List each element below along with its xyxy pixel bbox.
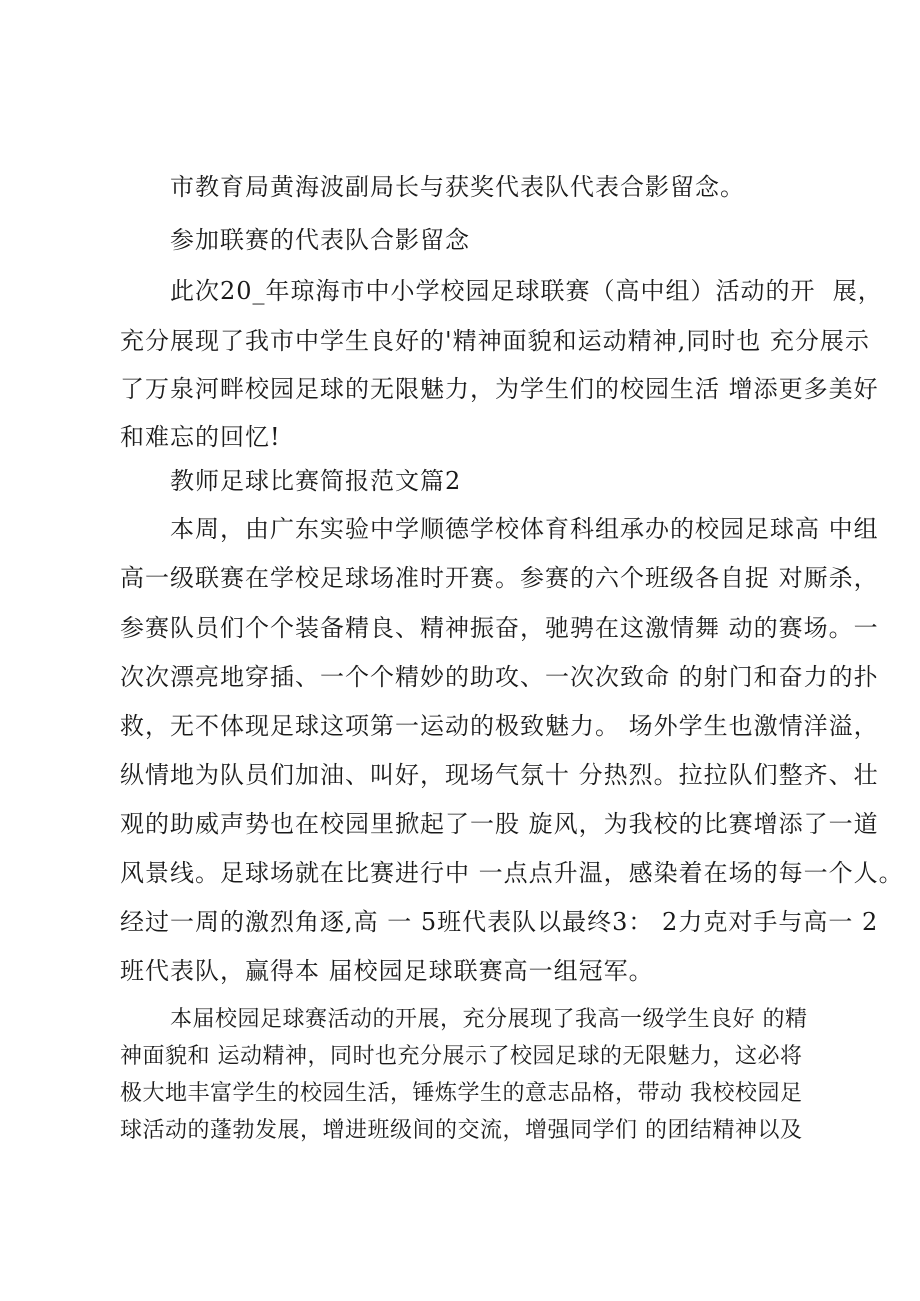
paragraph-line: 救，无不体现足球这项第一运动的极致魅力。 场外学生也激情洋溢， — [120, 712, 879, 740]
paragraph-line: 了万泉河畔校园足球的无限魅力，为学生们的校园生活 增添更多美好 — [120, 375, 879, 403]
paragraph-line: 极大地丰富学生的校园生活，锤炼学生的意志品格，带动 我校校园足 — [120, 1081, 803, 1106]
paragraph-line: 观的助威声势也在校园里掀起了一股 旋风，为我校的比赛增添了一道 — [120, 810, 879, 838]
paragraph-line: 神面貌和 运动精神，同时也充分展示了校园足球的无限魅力，这必将 — [120, 1044, 803, 1069]
photo-caption-teams: 参加联赛的代表队合影留念 — [170, 226, 470, 254]
paragraph-line: 参赛队员们个个装备精良、精神振奋，驰骋在这激情舞 动的赛场。一 — [120, 614, 879, 642]
paragraph-line: 经过一周的激烈角逐,高 一 5班代表队以最终3： 2力克对手与高一 2 — [120, 908, 879, 936]
paragraph-line: 和难忘的回忆! — [120, 423, 281, 451]
paragraph-line: 充分展现了我市中学生良好的'精神面貌和运动精神,同时也 充分展示 — [120, 327, 870, 355]
photo-caption-officials: 市教育局黄海波副局长与获奖代表队代表合影留念。 — [170, 173, 745, 201]
paragraph-line: 班代表队，赢得本 届校园足球联赛高一组冠军。 — [120, 957, 654, 985]
paragraph-line: 风景线。足球场就在比赛进行中 一点点升温，感染着在场的每一个人。 — [120, 859, 904, 887]
paragraph-line: 高一级联赛在学校足球场准时开赛。参赛的六个班级各自捉 对厮杀， — [120, 564, 879, 592]
paragraph-line: 本周，由广东实验中学顺德学校体育科组承办的校园足球高 中组 — [170, 515, 879, 543]
paragraph-line: 此次20_年琼海市中小学校园足球联赛（高中组）活动的开 展， — [170, 277, 883, 305]
section-title: 教师足球比赛简报范文篇2 — [170, 467, 462, 495]
paragraph-line: 球活动的蓬勃发展，增进班级间的交流，增强同学们 的团结精神以及 — [120, 1118, 803, 1143]
paragraph-line: 次次漂亮地穿插、一个个精妙的助攻、一次次致命 的射门和奋力的扑 — [120, 663, 879, 691]
paragraph-line: 纵情地为队员们加油、叫好，现场气氛十 分热烈。拉拉队们整齐、壮 — [120, 761, 879, 789]
paragraph-line: 本届校园足球赛活动的开展，充分展现了我高一级学生良好 的精 — [170, 1007, 808, 1032]
